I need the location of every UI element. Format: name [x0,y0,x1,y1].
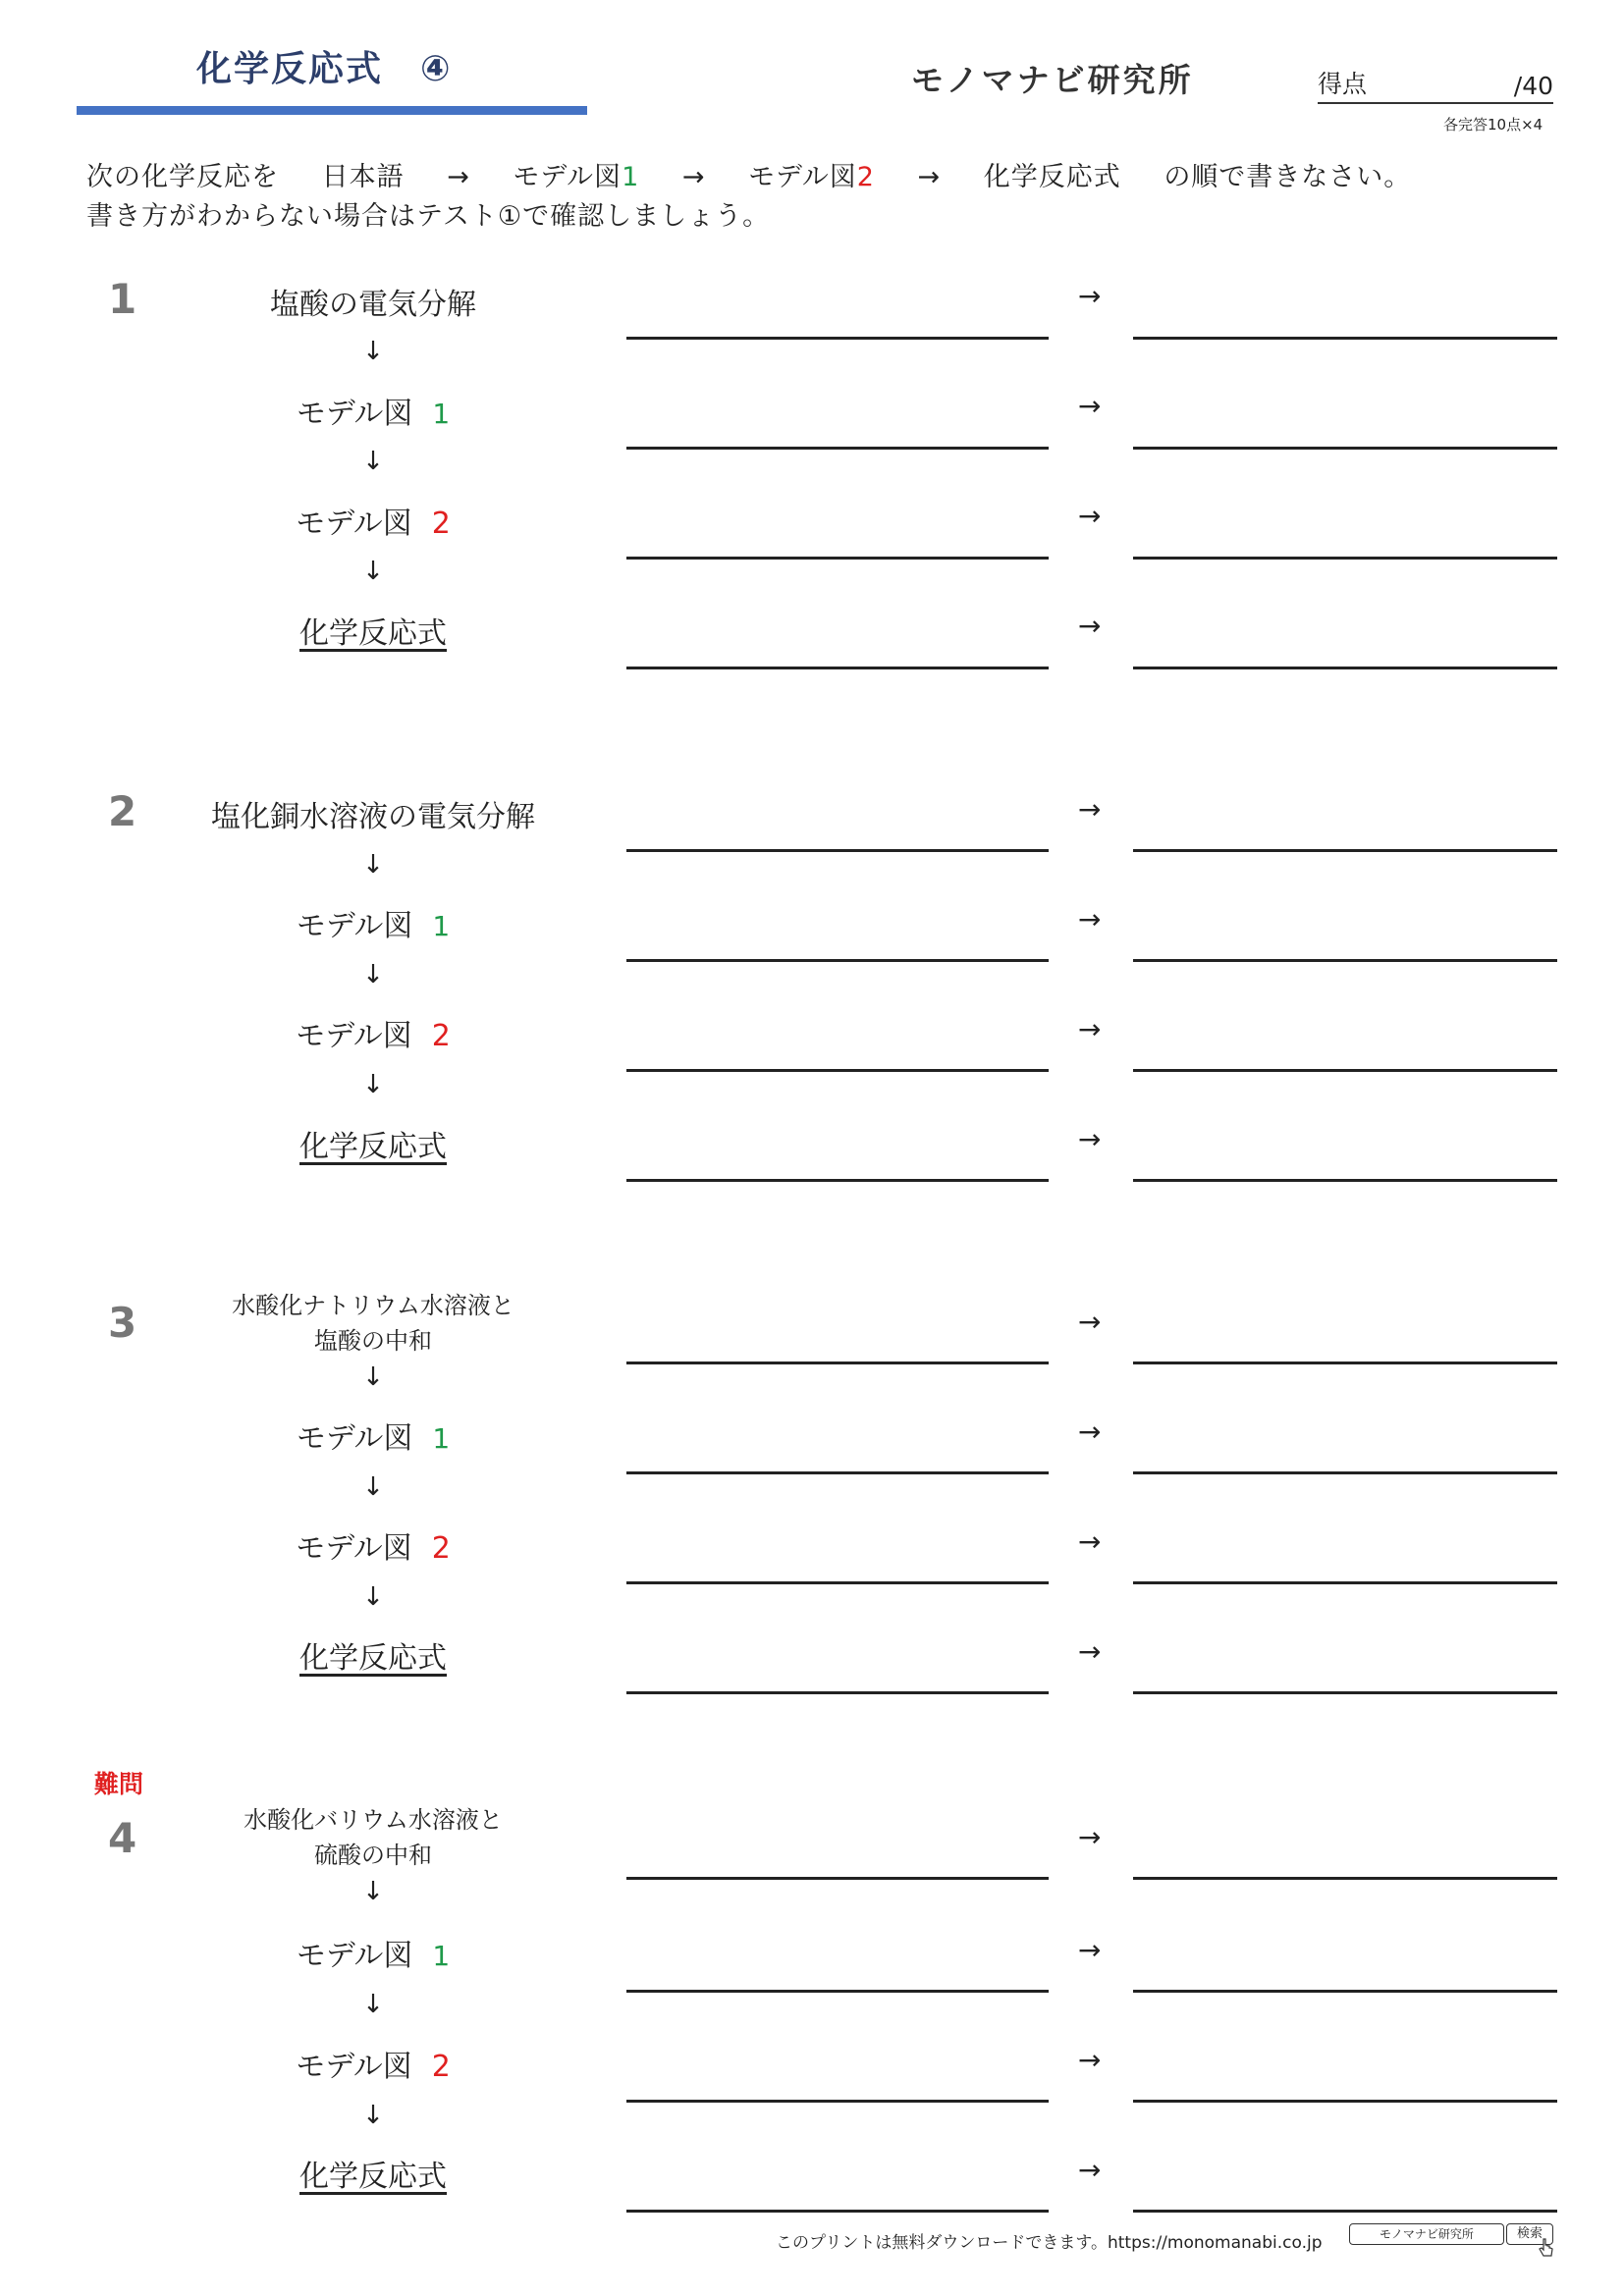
right-arrow: → [1078,2044,1102,2076]
question-number: 4 [108,1814,137,1862]
down-arrow: ↓ [362,1990,384,2019]
search-button[interactable]: 検索 [1506,2223,1553,2245]
answer-line[interactable] [626,1691,1049,1694]
model2-label: モデル図 2 [296,507,451,541]
equation-label: 化学反応式 [299,1641,447,1676]
instruction-text: 次の化学反応を [86,162,279,192]
equation-label: 化学反応式 [299,1130,447,1164]
answer-line[interactable] [1133,1877,1557,1880]
model1-label: モデル図 1 [296,397,451,431]
right-arrow: → [1078,1013,1102,1045]
answer-line[interactable] [626,1581,1049,1584]
instruction-model1-number: 1 [622,162,640,192]
answer-line[interactable] [1133,849,1557,852]
search-input[interactable]: モノマナビ研究所 [1349,2223,1504,2245]
instruction-step-model2: モデル図 [748,162,857,192]
reaction-name-line: 水酸化バリウム水溶液と [244,1806,503,1834]
equation-label: 化学反応式 [299,2160,447,2194]
model1-label: モデル図 1 [296,1939,451,1973]
down-arrow: ↓ [362,1362,384,1392]
answer-line[interactable] [1133,2210,1557,2213]
down-arrow: ↓ [362,337,384,366]
instruction-line-2: 書き方がわからない場合はテスト①で確認しましょう。 [86,201,771,232]
right-arrow: → [1078,1525,1102,1558]
page-title: 化学反応式 ④ [196,49,453,89]
reaction-name [167,1288,579,1359]
model1-label: モデル図 1 [296,1421,451,1456]
footer-text: このプリントは無料ダウンロードできます。https://monomanabi.co.jp [776,2233,1323,2253]
reaction-name: 塩酸の電気分解 [270,288,476,322]
model1-label: モデル図 1 [296,909,451,943]
down-arrow: ↓ [362,1877,384,1906]
instruction-arrow: → [917,162,942,192]
score-label: 得点 [1318,70,1368,98]
answer-line[interactable] [626,1069,1049,1072]
instruction-text: の順で書きなさい。 [1164,162,1412,192]
model2-label: モデル図 2 [296,2050,451,2084]
model2-label: モデル図 2 [296,1531,451,1566]
instruction-line-1 [86,155,1411,193]
reaction-name [167,1802,579,1873]
answer-line[interactable] [1133,1069,1557,1072]
down-arrow: ↓ [362,2101,384,2130]
down-arrow: ↓ [362,1070,384,1099]
instruction-step-equation: 化学反応式 [983,162,1121,192]
right-arrow: → [1078,390,1102,422]
down-arrow: ↓ [362,1582,384,1612]
instruction-arrow: → [681,162,706,192]
answer-line[interactable] [1133,1362,1557,1364]
right-arrow: → [1078,793,1102,826]
score-note: 各完答10点×4 [1443,116,1543,133]
right-arrow: → [1078,1934,1102,1966]
question-number: 1 [108,275,137,323]
right-arrow: → [1078,2154,1102,2186]
down-arrow: ↓ [362,1472,384,1502]
answer-line[interactable] [1133,2100,1557,2103]
instruction-step-japanese: 日本語 [321,162,405,192]
answer-line[interactable] [1133,1990,1557,1993]
answer-line[interactable] [626,667,1049,669]
right-arrow: → [1078,903,1102,935]
answer-line[interactable] [626,1471,1049,1474]
question-number: 3 [108,1299,137,1347]
equation-label: 化学反応式 [299,616,447,651]
hard-question-badge: 難問 [94,1770,144,1798]
score-box [1318,69,1553,104]
answer-line[interactable] [1133,1581,1557,1584]
answer-line[interactable] [1133,667,1557,669]
right-arrow: → [1078,1123,1102,1155]
answer-line[interactable] [1133,557,1557,560]
answer-line[interactable] [626,337,1049,340]
answer-line[interactable] [1133,1471,1557,1474]
instruction-arrow: → [447,162,470,192]
answer-line[interactable] [626,1990,1049,1993]
down-arrow: ↓ [362,850,384,880]
answer-line[interactable] [1133,447,1557,450]
answer-line[interactable] [626,2100,1049,2103]
answer-line[interactable] [626,2210,1049,2213]
right-arrow: → [1078,1306,1102,1338]
title-underline [77,106,587,115]
answer-line[interactable] [626,557,1049,560]
question-number: 2 [108,787,137,835]
answer-line[interactable] [1133,337,1557,340]
reaction-name-line: 塩酸の中和 [314,1327,432,1355]
instruction-step-model1: モデル図 [513,162,623,192]
instruction-model2-number: 2 [856,162,875,192]
down-arrow: ↓ [362,960,384,989]
down-arrow: ↓ [362,557,384,586]
answer-line[interactable] [626,1179,1049,1182]
right-arrow: → [1078,1821,1102,1853]
answer-line[interactable] [626,849,1049,852]
answer-line[interactable] [626,1877,1049,1880]
right-arrow: → [1078,500,1102,532]
reaction-name-line: 硫酸の中和 [314,1842,432,1869]
right-arrow: → [1078,280,1102,312]
right-arrow: → [1078,1415,1102,1448]
answer-line[interactable] [626,1362,1049,1364]
answer-line[interactable] [1133,1179,1557,1182]
down-arrow: ↓ [362,447,384,476]
hand-cursor-icon [1538,2238,1555,2264]
score-total: /40 [1513,72,1553,100]
right-arrow: → [1078,1635,1102,1668]
reaction-name: 塩化銅水溶液の電気分解 [211,800,535,834]
answer-line[interactable] [1133,959,1557,962]
answer-line[interactable] [1133,1691,1557,1694]
model2-label: モデル図 2 [296,1019,451,1053]
reaction-name-line: 水酸化ナトリウム水溶液と [232,1292,514,1319]
brand-logo: モノマナビ研究所 [911,61,1194,99]
answer-line[interactable] [626,447,1049,450]
answer-line[interactable] [626,959,1049,962]
right-arrow: → [1078,610,1102,642]
